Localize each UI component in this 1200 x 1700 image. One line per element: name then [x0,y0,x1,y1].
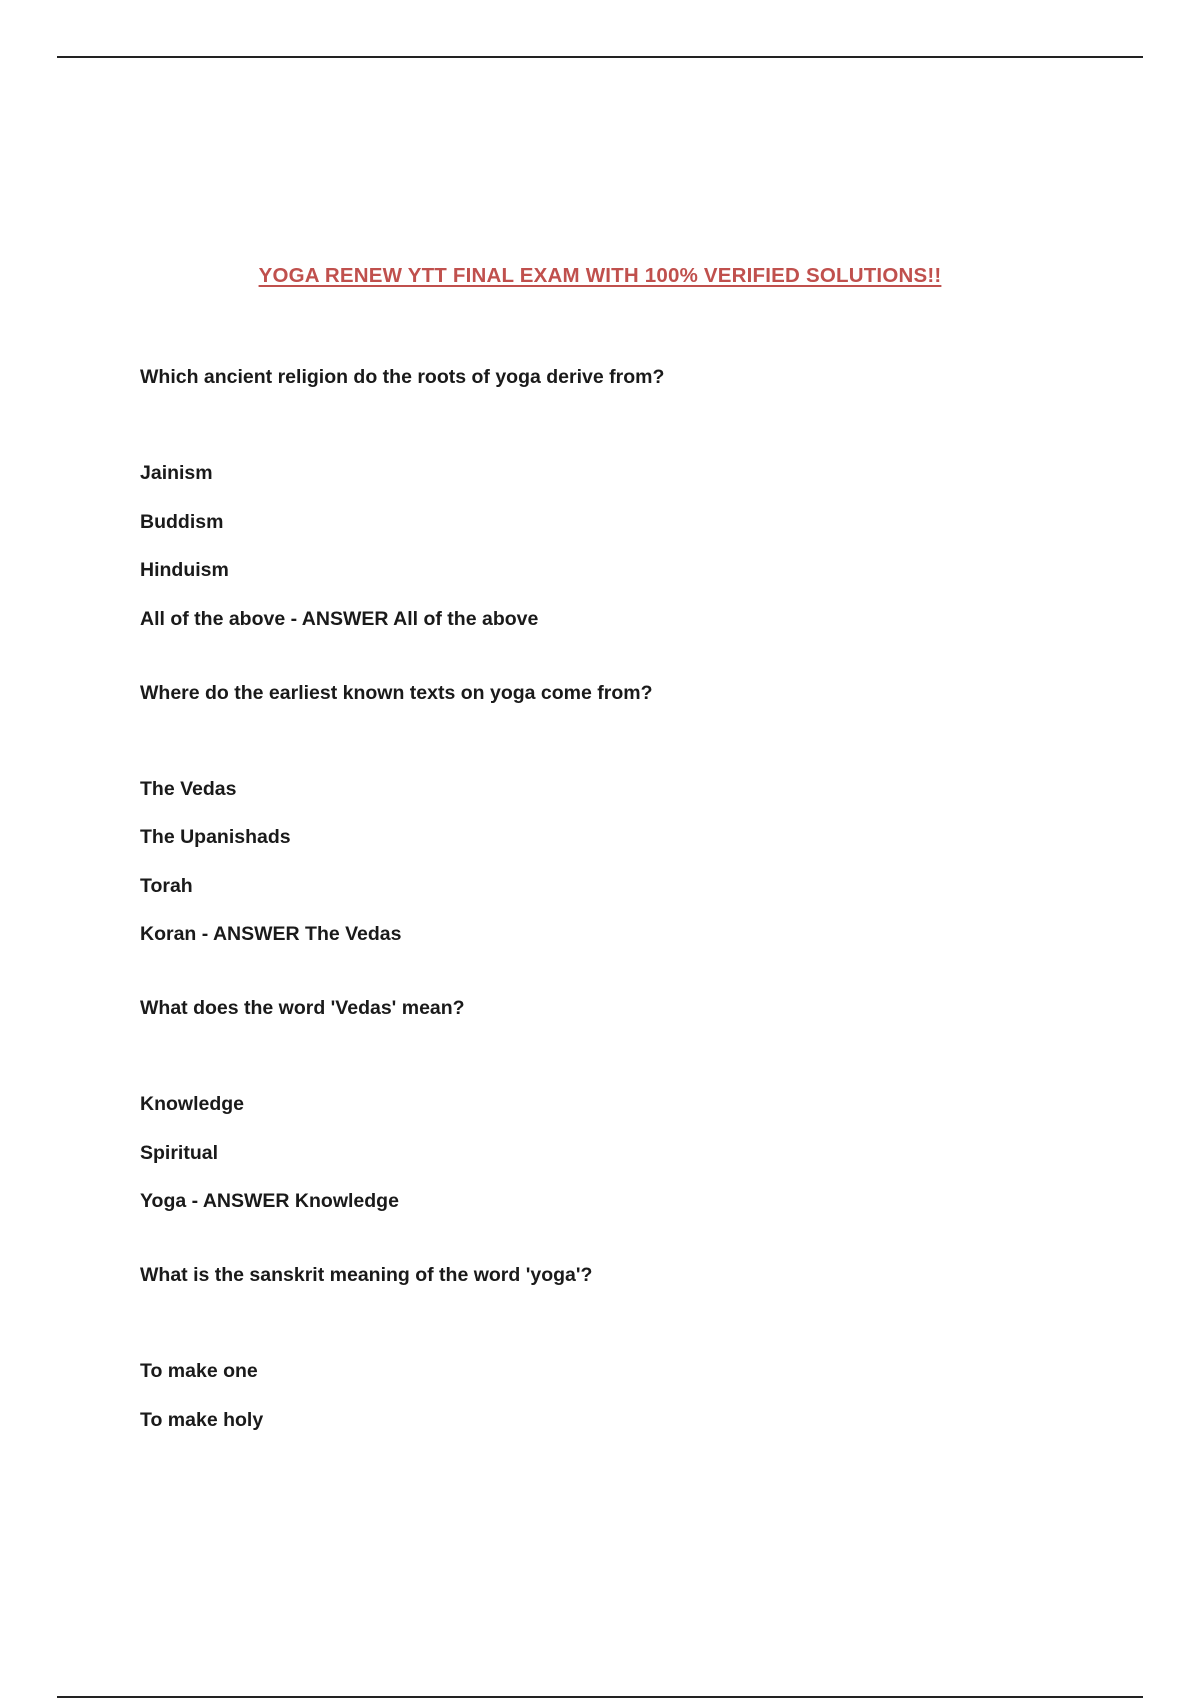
question-text: Which ancient religion do the roots of yoga derive from? [140,366,665,388]
question-text: What does the word 'Vedas' mean? [140,997,465,1019]
question-text: What is the sanskrit meaning of the word 'yoga'? [140,1264,593,1286]
option-item-answer: All of the above - ANSWER All of the above [140,607,539,630]
option-item-answer: Yoga - ANSWER Knowledge [140,1190,399,1212]
option-item: Spiritual [140,1141,219,1164]
exam-content [140,364,1120,1481]
option-item: Buddism [140,510,224,533]
option-item: Hinduism [140,559,229,581]
bottom-divider [57,1696,1143,1698]
option-item: To make one [140,1360,258,1382]
question-block [140,995,1120,1214]
question-block [140,364,1120,632]
option-item: To make holy [140,1408,264,1431]
top-divider [57,56,1143,58]
option-item: The Upanishads [140,826,291,848]
question-block [140,1262,1120,1433]
question-block [140,680,1120,948]
option-item: The Vedas [140,777,237,800]
question-text: Where do the earliest known texts on yoga come from? [140,681,653,704]
option-list [140,1358,1120,1433]
option-item: Jainism [140,462,213,484]
option-list [140,1091,1120,1214]
option-list [140,776,1120,948]
document-title: YOGA RENEW YTT FINAL EXAM WITH 100% VERIFIED SOLUTIONS!! [258,264,942,287]
option-item: Torah [140,874,193,897]
option-item-answer: Koran - ANSWER The Vedas [140,923,402,945]
option-item: Knowledge [140,1093,245,1115]
option-list [140,460,1120,632]
